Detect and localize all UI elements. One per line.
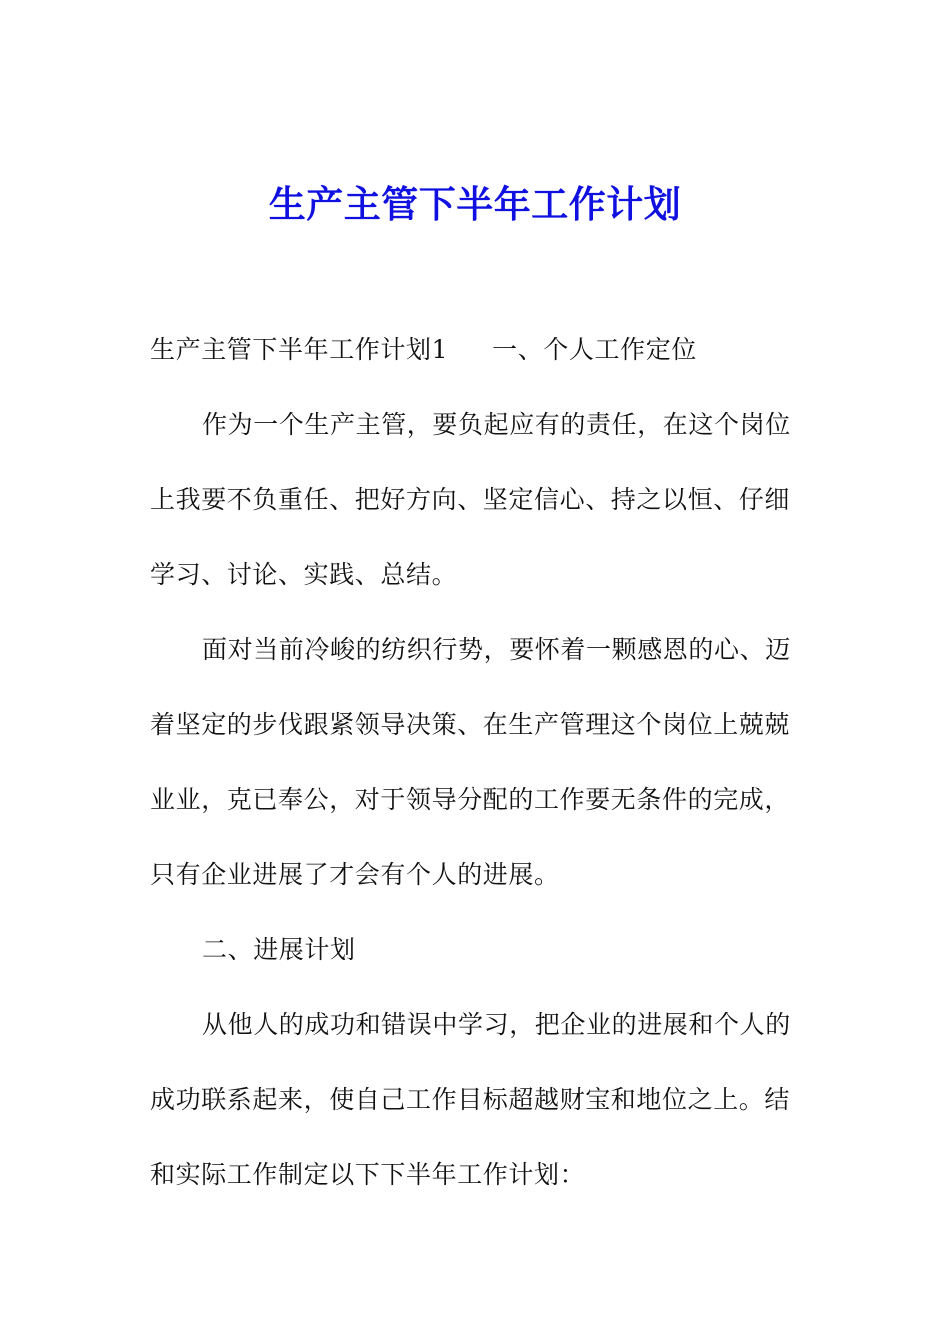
paragraph-3-line-1: 从他人的成功和错误中学习，把企业的进展和个人的 — [202, 1010, 791, 1039]
paragraph-3-line-3: 和实际工作制定以下下半年工作计划： — [150, 1160, 586, 1189]
heading-line — [150, 330, 810, 370]
paragraph-2-line-3: 业业，克已奉公，对于领导分配的工作要无条件的完成， — [150, 785, 791, 814]
paragraph-1-line-3: 学习、讨论、实践、总结。 — [150, 560, 458, 589]
paragraph-1-line-2: 上我要不负重任、把好方向、坚定信心、持之以恒、仔细 — [150, 485, 791, 514]
paragraph-2-line-4: 只有企业进展了才会有个人的进展。 — [150, 860, 560, 889]
paragraph-3-line-2: 成功联系起来，使自己工作目标超越财宝和地位之上。结 — [150, 1085, 791, 1114]
paragraph-2-line-2: 着坚定的步伐跟紧领导决策、在生产管理这个岗位上兢兢 — [150, 710, 791, 739]
paragraph-1-line-1: 作为一个生产主管，要负起应有的责任，在这个岗位 — [202, 410, 791, 439]
section-heading-1: 一、个人工作定位 — [492, 335, 697, 364]
paragraph-2-line-1: 面对当前冷峻的纺织行势，要怀着一颗感恩的心、迈 — [202, 635, 791, 664]
document-subtitle: 生产主管下半年工作计划1 — [150, 335, 449, 364]
section-heading-2: 二、进展计划 — [202, 935, 356, 964]
document-title: 生产主管下半年工作计划 — [268, 182, 682, 226]
